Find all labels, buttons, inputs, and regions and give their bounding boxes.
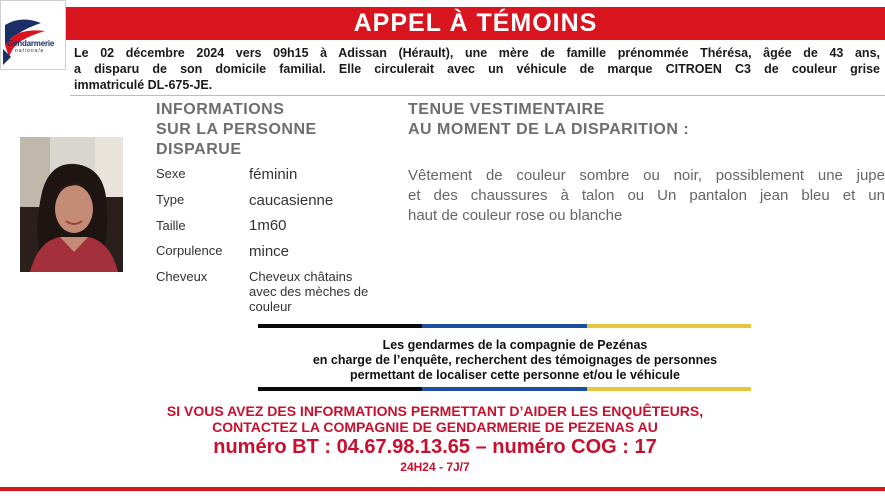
person-info-title [156,100,317,160]
hair-value-line: couleur [249,299,292,314]
build-value: mince [249,243,290,260]
clothing-title-line: TENUE VESTIMENTAIRE [408,101,605,118]
tricolor-bar-bottom [258,387,751,391]
clothing-title-line: AU MOMENT DE LA DISPARITION : [408,121,690,138]
hair-label: Cheveux [156,269,208,284]
hair-value-line: avec des mèches de [249,284,369,299]
sex-label: Sexe [156,166,186,181]
gendarmes-line: Les gendarmes de la compagnie de Pezénas [382,338,648,352]
gendarmes-line: permettant de localiser cette personne et/ou le véhicule [350,368,680,382]
type-label: Type [156,192,185,207]
gendarmes-line: en charge de l’enquête, recherchent des témoignages de personnes [312,353,718,367]
contact-line-1: SI VOUS AVEZ DES INFORMATIONS PERMETTANT D’AIDER LES ENQUÊTEURS, [166,403,704,419]
build-label: Corpulence [156,243,223,258]
intro-line-1: Le 02 décembre 2024 vers 09h15 à Adissan (Hérault), une mère de famille prénommée Thérésa, âgée de 43 ans, [74,46,880,60]
contact-line-2: CONTACTEZ LA COMPAGNIE DE GENDARMERIE DE PEZENAS AU [212,419,658,435]
intro-paragraph [74,45,880,93]
contact-phone-numbers: numéro BT : 04.67.98.13.65 – numéro COG : 17 [213,436,657,458]
bottom-red-line [0,487,885,491]
clothing-description [408,166,885,226]
header-divider [70,95,885,96]
intro-line-3: immatriculé DL-675-JE. [74,78,213,92]
gendarmerie-emblem-icon [1,1,67,71]
page-title: APPEL À TÉMOINS [353,9,598,37]
missing-person-photo [20,137,123,272]
person-info-title-line: SUR LA PERSONNE [156,121,317,138]
contact-hours: 24H24 - 7J/7 [400,460,470,474]
sex-value: féminin [249,166,298,183]
height-label: Taille [156,218,186,233]
hair-value-line: Cheveux châtains [249,269,353,284]
tricolor-bar-top [258,324,751,328]
gendarmes-statement [250,338,780,383]
clothing-description-line: Vêtement de couleur sombre ou noir, possiblement une jupe [408,167,885,184]
person-info-title-line: INFORMATIONS [156,101,285,118]
person-info-title-line: DISPARUE [156,141,242,158]
height-value: 1m60 [249,217,287,234]
clothing-description-line: haut de couleur rose ou blanche [408,207,623,224]
logo-name: Gendarmerie [7,39,55,48]
clothing-description-line: et des chaussures à talon ou Un pantalon jean bleu et un [408,187,885,204]
intro-line-2: a disparu de son domicile familial. Elle circulerait avec un véhicule de marque CITROEN C3 de couleur grise [74,62,880,76]
gendarmerie-logo [0,0,66,70]
clothing-title [408,100,689,140]
title-banner [66,7,885,40]
type-value: caucasienne [249,192,334,209]
hair-value [249,269,399,314]
logo-subtitle: nationale [15,48,45,54]
